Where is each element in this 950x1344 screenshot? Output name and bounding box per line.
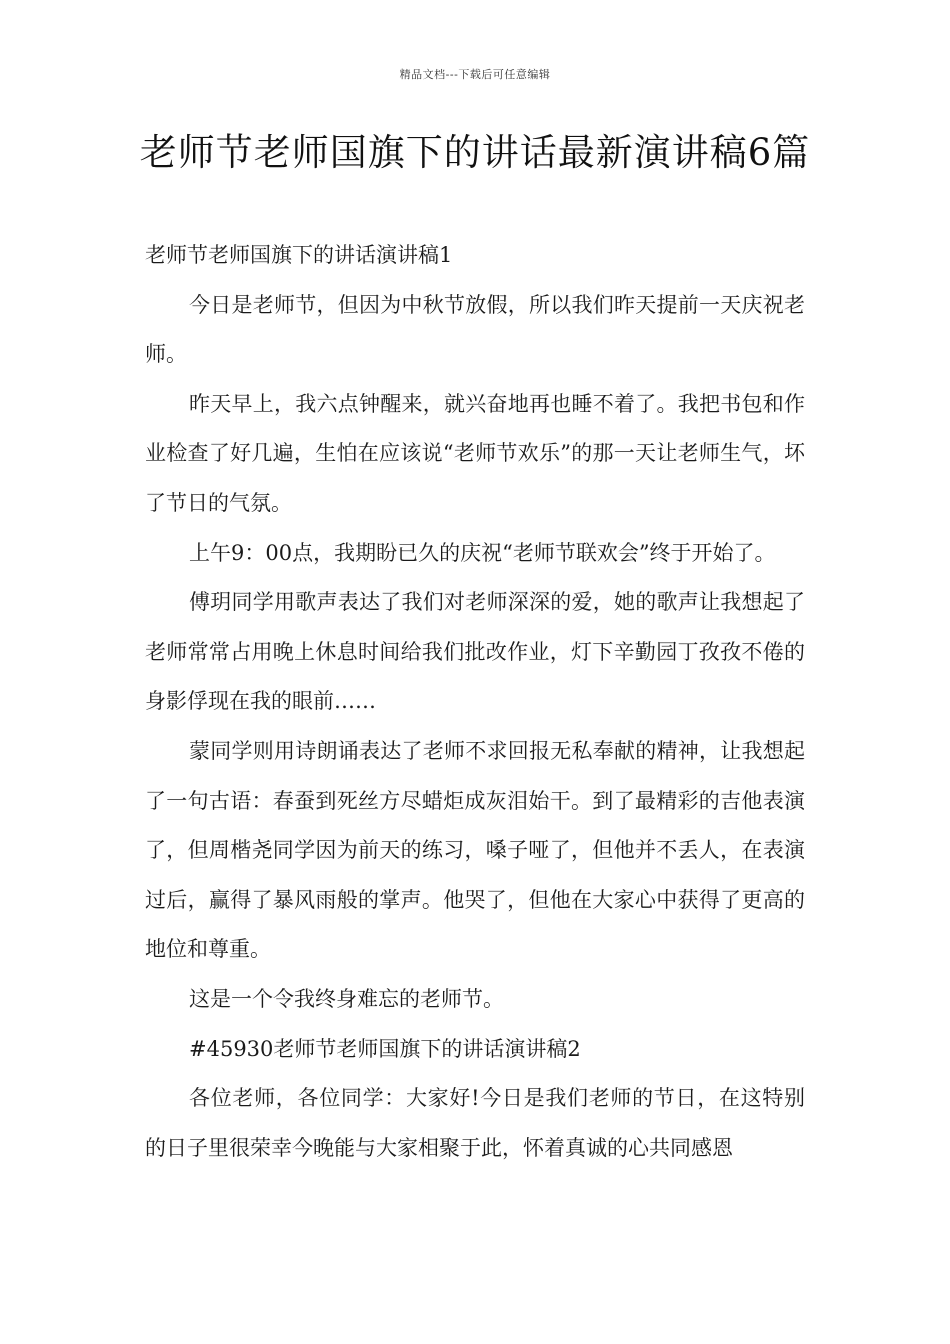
paragraph: 傅玥同学用歌声表达了我们对老师深深的爱，她的歌声让我想起了老师常常占用晚上休息时间给我们批改作业，灯下辛勤园丁孜孜不倦的身影俘现在我的眼前…… <box>145 590 805 714</box>
section-heading-1: 老师节老师国旗下的讲话演讲稿1 <box>145 243 453 267</box>
section-heading-2: #45930老师节老师国旗下的讲话演讲稿2 <box>189 1036 581 1061</box>
paragraph: 上午9：00点，我期盼已久的庆祝“老师节联欢会”终于开始了。 <box>189 540 776 565</box>
paragraph: 蒙同学则用诗朗诵表达了老师不求回报无私奉献的精神，让我想起了一句古语：春蚕到死丝方尽蜡炬成灰泪始干。到了最精彩的吉他表演了，但周楷尧同学因为前天的练习，嗓子哑了，但他并不丢人，在表演过后，赢得了暴风雨般的掌声。他哭了，但他在大家心中获得了更高的地位和尊重。 <box>145 738 805 962</box>
paragraph: 今日是老师节，但因为中秋节放假，所以我们昨天提前一天庆祝老师。 <box>145 292 805 367</box>
paragraph: 昨天早上，我六点钟醒来，就兴奋地再也睡不着了。我把书包和作业检查了好几遍，生怕在应该说“老师节欢乐”的那一天让老师生气，坏了节日的气氛。 <box>145 391 805 515</box>
header-note: 精品文档---下载后可任意编辑 <box>399 68 551 81</box>
document-body <box>145 231 805 1173</box>
paragraph: 这是一个令我终身难忘的老师节。 <box>189 986 504 1011</box>
paragraph: 各位老师，各位同学：大家好!今日是我们老师的节日，在这特别的日子里很荣幸今晚能与大家相聚于此，怀着真诚的心共同感恩 <box>145 1086 805 1160</box>
document-title: 老师节老师国旗下的讲话最新演讲稿6篇 <box>139 131 811 174</box>
